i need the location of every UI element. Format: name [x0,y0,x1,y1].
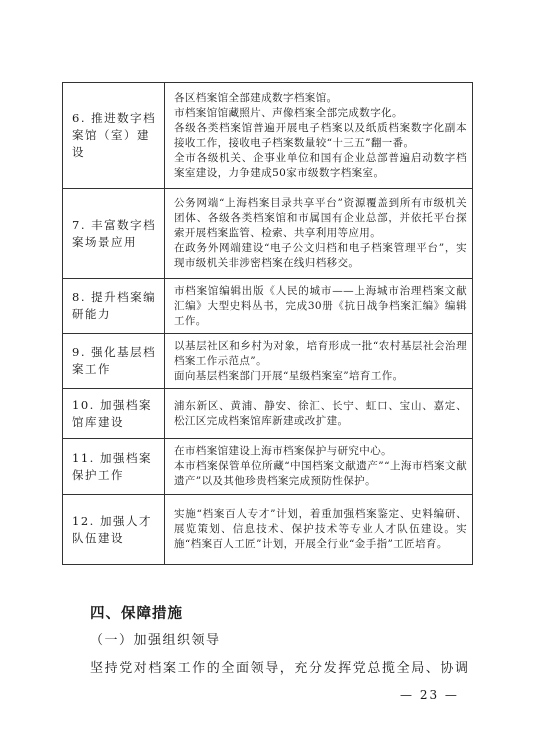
content-item: 各级各类档案馆普遍开展电子档案以及纸质档案数字化副本接收工作，接收电子档案数量较“十三五”翻一番。 [174,121,467,149]
table-row [63,495,473,565]
table-row [63,439,473,495]
content-item: 全市各级机关、企事业单位和国有企业总部普遍启动数字档案室建设，力争建成50家市级数字档案室。 [174,151,467,179]
content-item: 以基层社区和乡村为对象，培育形成一批“农村基层社会治理档案工作示范点”。 [174,339,467,367]
content-item: 面向基层档案部门开展“星级档案室”培育工作。 [174,369,404,382]
row-content-cell [165,495,473,565]
row-name-cell: 9. 强化基层档案工作 [63,334,165,389]
row-name-cell: 11. 加强档案保护工作 [63,439,165,495]
content-item: 本市档案保管单位所藏“中国档案文献遗产”“上海市档案文献遗产”以及其他珍贵档案完成预防性保护。 [174,460,467,487]
content-item: 在市档案馆建设上海市档案保护与研究中心。 [174,445,392,457]
row-name-cell: 12. 加强人才队伍建设 [63,495,165,565]
row-content-cell [165,83,473,189]
table-row [63,389,473,439]
row-name-cell: 6. 推进数字档案馆（室）建设 [63,83,165,189]
content-item: 实施“档案百人专才”计划，着重加强档案鉴定、史料编研、展览策划、信息技术、保护技术等专业人才队伍建设。实施“档案百人工匠”计划，开展全行业“金手指”工匠培育。 [174,508,467,550]
subsection-heading: （一）加强组织领导 [90,633,221,648]
tasks-table [62,82,473,565]
content-item: 各区档案馆全部建成数字档案馆。 [174,91,338,104]
page-number: — 23 — [400,688,459,702]
content-item: 浦东新区、黄浦、静安、徐汇、长宁、虹口、宝山、嘉定、松江区完成档案馆库新建或改扩建。 [174,399,467,427]
row-name-cell: 7. 丰富数字档案场景应用 [63,189,165,279]
content-item: 市档案馆馆藏照片、声像档案全部完成数字化。 [174,106,403,119]
row-content-cell [165,334,473,389]
section-heading: 四、保障措施 [90,605,183,622]
body-paragraph: 坚持党对档案工作的全面领导，充分发挥党总揽全局、协调 [90,661,470,676]
row-content-cell [165,279,473,334]
table-row [63,334,473,389]
row-name-cell: 8. 提升档案编研能力 [63,279,165,334]
content-item: 公务网端“上海档案目录共享平台”资源覆盖到所有市级机关团体、各级各类档案馆和市属国有企业总部，并依托平台探索开展档案监管、检索、共享利用等应用。 [174,197,467,239]
table-row [63,279,473,334]
content-item: 市档案馆编辑出版《人民的城市——上海城市治理档案文献汇编》大型史料丛书，完成30册《抗日战争档案汇编》编辑工作。 [174,284,467,327]
row-content-cell [165,389,473,439]
row-name-cell: 10. 加强档案馆库建设 [63,389,165,439]
row-content-cell [165,439,473,495]
table-row [63,189,473,279]
content-item: 在政务外网端建设“电子公文归档和电子档案管理平台”，实现市级机关非涉密档案在线归档移交。 [174,242,467,269]
row-content-cell [165,189,473,279]
table-row [63,83,473,189]
